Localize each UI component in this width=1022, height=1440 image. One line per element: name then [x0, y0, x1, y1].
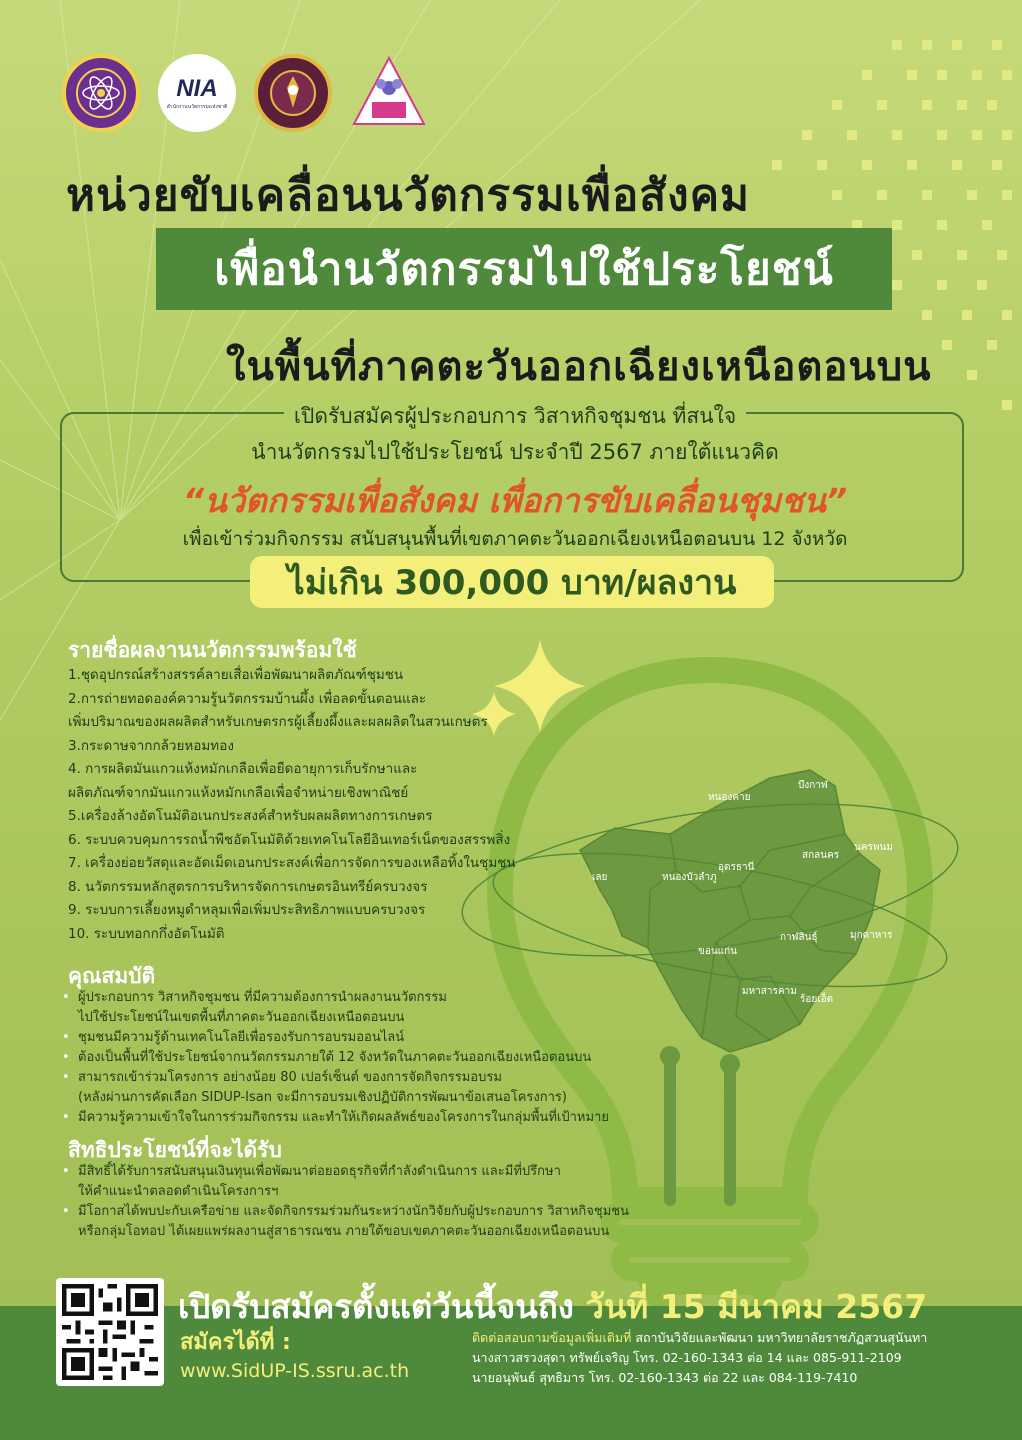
map-label-roiet: ร้อยเอ็ด — [800, 994, 834, 1005]
contact-line-org — [472, 1328, 1012, 1348]
list-item: 5.เครื่องล้างอัตโนมัติอเนกประสงค์สำหรับผลผลิตทางการเกษตร — [68, 808, 433, 824]
map-label-buengkan: บึงกาฬ — [798, 780, 828, 791]
bullet-icon: • — [62, 1070, 70, 1085]
list-item-text: ไปใช้ประโยชน์ในเขตพื้นที่ภาคตะวันออกเฉียงเหนือตอนบน — [78, 1010, 405, 1025]
map-label-nongbualamphu: หนองบัวลำภู — [662, 872, 717, 883]
list-item: 1.ชุดอุปกรณ์สร้างสรรค์ลายเสื่อเพื่อพัฒนาผลิตภัณฑ์ชุมชน — [68, 667, 404, 683]
list-item — [62, 1088, 609, 1108]
region-heading: ในพื้นที่ภาคตะวันออกเฉียงเหนือตอนบน — [226, 344, 932, 390]
deadline-banner — [178, 1280, 998, 1333]
list-item — [62, 1048, 609, 1068]
list-item — [62, 1202, 629, 1222]
support-text: เพื่อเข้าร่วมกิจกรรม สนับสนุนพื้นที่เขตภาคตะวันออกเฉียงเหนือตอนบน 12 จังหวัด — [182, 528, 848, 550]
list-item — [62, 1008, 609, 1028]
list-item: 8. นวัตกรรมหลักสูตรการบริหารจัดการเกษตรอินทรีย์ครบวงจร — [68, 878, 428, 895]
map-label-sakonnakhon: สกลนคร — [802, 850, 840, 861]
list-item-text: ต้องเป็นพื้นที่ใช้ประโยชน์จากนวัตกรรมภายใต้ 12 จังหวัดในภาคตะวันออกเฉียงเหนือตอนบน — [78, 1050, 592, 1065]
list-item-text: ให้คำแนะนำตลอดดำเนินโครงการฯ — [78, 1184, 279, 1199]
map-label-khonkaen: ขอนแก่น — [698, 946, 738, 957]
list-item: เพิ่มปริมาณของผลผลิตสำหรับเกษตรกรผู้เลี้ยงผึ้งและผลผลิตในสวนเกษตร — [68, 714, 488, 730]
intro-line-2: นำนวัตกรรมไปใช้ประโยชน์ ประจำปี 2567 ภายใต้แนวคิด — [251, 440, 779, 464]
bullet-icon: • — [62, 1164, 70, 1179]
list-item: 9. ระบบการเลี้ยงหมูดำหลุมเพื่อเพิ่มประสิทธิภาพแบบครบวงจร — [68, 902, 426, 918]
funding-amount-badge — [250, 556, 774, 608]
partner-logos — [62, 54, 428, 132]
bullet-spacer — [62, 1088, 72, 1108]
contact-org: สถาบันวิจัยและพัฒนา มหาวิทยาลัยราชภัฏสวนสุนันทา — [631, 1330, 928, 1345]
map-label-mukdahan: มุกดาหาร — [850, 930, 893, 941]
list-item: 2.การถ่ายทอดองค์ความรู้นวัตกรรมบ้านผึ้ง เพื่อลดขั้นตอนและ — [68, 690, 427, 707]
list-item: 7. เครื่องย่อยวัสดุและอัดเม็ดเอนกประสงค์เพื่อการจัดการของเหลือทิ้งในชุมชน — [68, 855, 516, 871]
ird-ssru-logo — [350, 54, 428, 132]
benefits-list — [62, 1162, 629, 1242]
benefits-title: สิทธิประโยชน์ที่จะได้รับ — [68, 1138, 282, 1162]
innovations-title: รายชื่อผลงานนวัตกรรมพร้อมใช้ — [68, 638, 357, 662]
ssru-seal-logo — [254, 54, 332, 132]
contact-line-2: นายอนุพันธ์ สุทธิมาร โทร. 02-160-1343 ต่อ 22 และ 084-119-7410 — [472, 1370, 858, 1385]
main-heading: หน่วยขับเคลื่อนนวัตกรรมเพื่อสังคม — [66, 170, 751, 221]
list-item — [62, 1182, 629, 1202]
subheading: เพื่อนำนวัตกรรมไปใช้ประโยชน์ — [214, 244, 834, 295]
university-seal-logo — [62, 54, 140, 132]
list-item-text: ผู้ประกอบการ วิสาหกิจชุมชน ที่มีความต้องการนำผลงานนวัตกรรม — [78, 990, 447, 1005]
list-item-text: มีโอกาสได้พบปะกับเครือข่าย และจัดกิจกรรมร่วมกันระหว่างนักวิจัยกับผู้ประกอบการ วิสาหกิจชุมชน — [78, 1204, 630, 1219]
map-label-kalasin: กาฬสินธุ์ — [780, 932, 818, 943]
list-item: 10. ระบบทอกกกึ่งอัตโนมัติ — [68, 925, 225, 942]
list-item: 3.กระดาษจากกล้วยหอมทอง — [68, 737, 234, 754]
map-label-loei: เลย — [592, 872, 608, 883]
map-label-nakhonphanom: นครพนม — [854, 842, 893, 853]
list-item-text: ชุมชนมีความรู้ด้านเทคโนโลยีเพื่อรองรับการอบรมออนไลน์ — [78, 1030, 405, 1045]
bullet-icon: • — [62, 1030, 70, 1045]
list-item-text: มีสิทธิ์ได้รับการสนับสนุนเงินทุนเพื่อพัฒนาต่อยอดธุรกิจที่กำลังดำเนินการ และมีที่ปรึกษา — [78, 1164, 561, 1179]
nia-logo — [158, 54, 236, 132]
list-item — [62, 1068, 609, 1088]
subheading-banner — [156, 228, 892, 310]
list-item — [62, 1108, 609, 1128]
list-item — [62, 1222, 629, 1242]
list-item: ผลิตภัณฑ์จากมันแกวแห้งหมักเกลือเพื่อจำหน่ายเชิงพาณิชย์ — [68, 784, 409, 801]
map-label-udonthani: อุดรธานี — [718, 862, 755, 873]
list-item-text: หรือกลุ่มโอทอป ได้เผยแพร่ผลงานสู่สาธารณชน ภายใต้ขอบเขตภาคตะวันออกเฉียงเหนือตอนบน — [78, 1224, 610, 1239]
nia-logo-subtext: สำนักงานนวัตกรรมแห่งชาติ — [166, 104, 228, 110]
list-item — [62, 1162, 629, 1182]
list-item — [62, 1028, 609, 1048]
apply-link[interactable]: www.SidUP-IS.ssru.ac.th — [180, 1360, 410, 1382]
list-item — [62, 988, 609, 1008]
list-item: 6. ระบบควบคุมการรถน้ำพืชอัตโนมัติด้วยเทคโนโลยีอินเทอร์เน็ตของสรรพสิ่ง — [68, 831, 511, 848]
qr-code-icon[interactable] — [56, 1278, 164, 1386]
slogan: “นวัตกรรมเพื่อสังคม เพื่อการขับเคลื่อนชุมชน” — [182, 481, 848, 520]
intro-line-1: เปิดรับสมัครผู้ประกอบการ วิสาหกิจชุมชน ที่สนใจ — [284, 398, 746, 434]
contact-info — [472, 1328, 1012, 1388]
contact-line-1: นางสาวสรวงสุดา ทรัพย์เจริญ โทร. 02-160-1343 ต่อ 14 และ 085-911-2109 — [472, 1350, 902, 1365]
bullet-icon: • — [62, 1204, 70, 1219]
intro-text — [120, 398, 910, 470]
list-item-text: สามารถเข้าร่วมโครงการ อย่างน้อย 80 เปอร์เซ็นต์ ของการจัดกิจกรรมอบรม — [78, 1070, 502, 1085]
deadline-prefix: เปิดรับสมัครตั้งแต่วันนี้จนถึง — [178, 1287, 586, 1326]
qualifications-title: คุณสมบัติ — [68, 964, 156, 988]
funding-amount: ไม่เกิน 300,000 บาท/ผลงาน — [287, 563, 737, 603]
map-label-mahasarakham: มหาสารคาม — [742, 986, 797, 997]
bullet-icon: • — [62, 990, 70, 1005]
map-label-nongkhai: หนองคาย — [708, 792, 751, 803]
list-item-text: (หลังผ่านการคัดเลือก SIDUP-Isan จะมีการอบรมเชิงปฏิบัติการพัฒนาข้อเสนอโครงการ) — [78, 1090, 567, 1105]
deadline-date: วันที่ 15 มีนาคม 2567 — [585, 1287, 928, 1326]
list-item-text: มีความรู้ความเข้าใจในการร่วมกิจกรรม และทำให้เกิดผลลัพธ์ของโครงการในกลุ่มพื้นที่เป้าหมาย — [78, 1110, 609, 1125]
innovations-list — [68, 664, 516, 946]
bullet-spacer — [62, 1008, 72, 1028]
bullet-spacer — [62, 1182, 72, 1202]
contact-label: ติดต่อสอบถามข้อมูลเพิ่มเติมที่ — [472, 1330, 632, 1345]
apply-label: สมัครได้ที่ : — [180, 1330, 291, 1355]
nia-logo-text: NIA — [176, 75, 218, 102]
list-item: 4. การผลิตมันแกวแห้งหมักเกลือเพื่อยืดอายุการเก็บรักษาและ — [68, 761, 418, 777]
qualifications-list — [62, 988, 609, 1128]
bullet-spacer — [62, 1222, 72, 1242]
bullet-icon: • — [62, 1050, 70, 1065]
bullet-icon: • — [62, 1110, 70, 1125]
